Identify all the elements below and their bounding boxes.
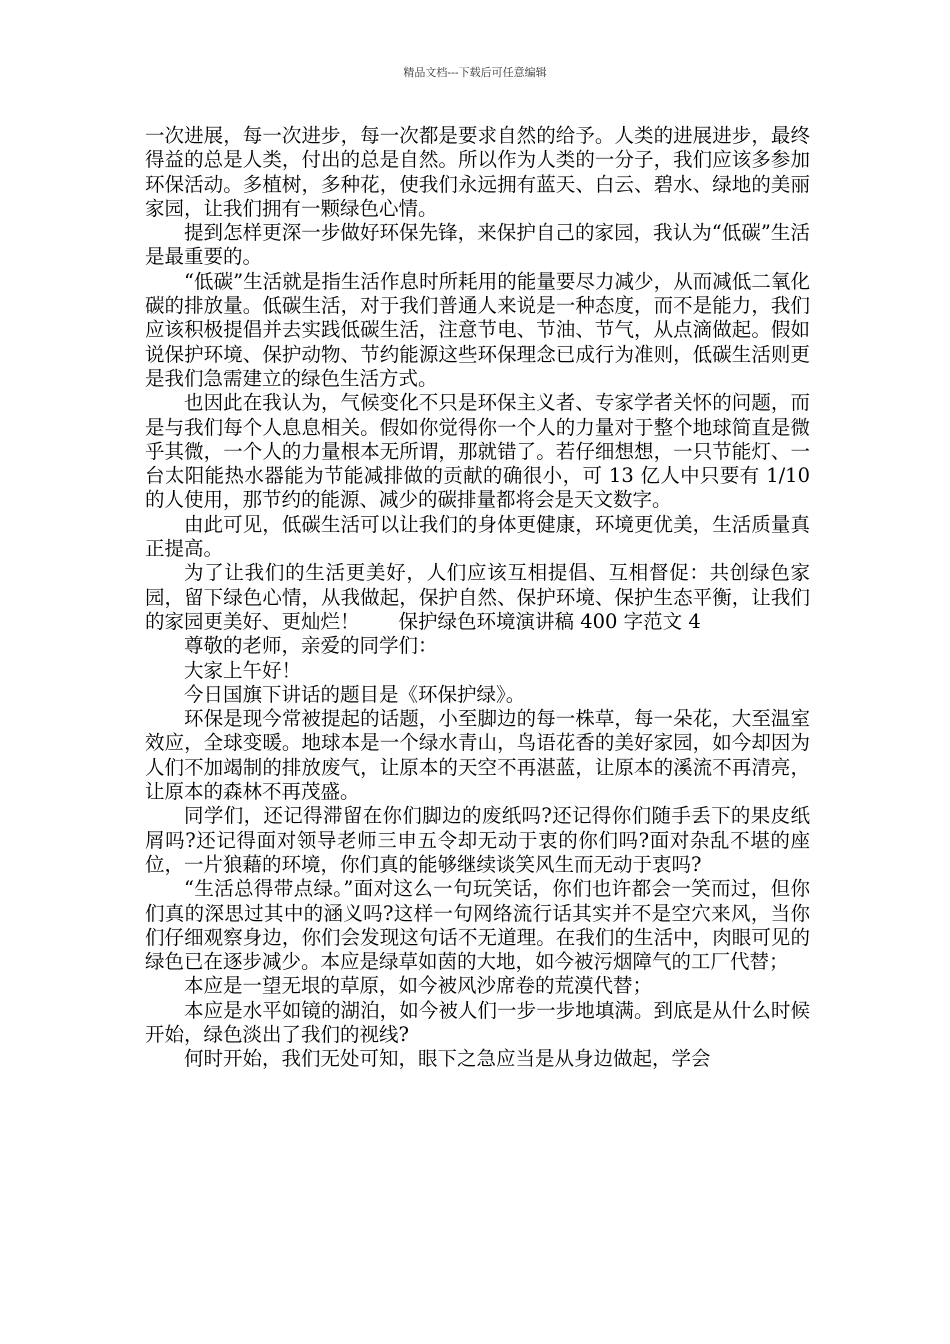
paragraph: “低碳”生活就是指生活作息时所耗用的能量要尽力减少，从而减低二氧化碳的排放量。低碳生活，对于我们普通人来说是一种态度，而不是能力，我们应该积极提倡并去实践低碳生活，注意节电、节油、节气，从点滴做起。假如说保护环境、保护动物、节约能源这些环保理念已成行为准则，低碳生活则更是我们急需建立的绿色生活方式。 <box>145 269 810 390</box>
paragraph: 由此可见，低碳生活可以让我们的身体更健康，环境更优美，生活质量真正提高。 <box>145 512 810 561</box>
paragraph: 为了让我们的生活更美好，人们应该互相提倡、互相督促：共创绿色家园，留下绿色心情，从我做起，保护自然、保护环境、保护生态平衡，让我们的家园更美好、更灿烂！ 保护绿色环境演讲稿 400 字范文 4 <box>145 561 810 633</box>
speech-topic: 今日国旗下讲话的题目是《环保护绿》。 <box>184 682 526 706</box>
paragraph: 同学们，还记得滞留在你们脚边的废纸吗?还记得你们随手丢下的果皮纸屑吗?还记得面对领导老师三申五令却无动于衷的你们吗?面对杂乱不堪的座位，一片狼藉的环境，你们真的能够继续谈笑风生而无动于衷吗? <box>145 804 810 876</box>
paragraph: 环保是现今常被提起的话题，小至脚边的每一株草，每一朵花，大至温室效应，全球变暖。地球本是一个绿水青山，鸟语花香的美好家园，如今却因为人们不加竭制的排放废气，让原本的天空不再湛蓝，让原本的溪流不再清亮，让原本的森林不再茂盛。 <box>145 707 810 804</box>
paragraph: 一次进展，每一次进步，每一次都是要求自然的给予。人类的进展进步，最终得益的总是人类，付出的总是自然。所以作为人类的一分子，我们应该多参加环保活动。多植树，多种花，使我们永远拥有蓝天、白云、碧水、绿地的美丽家园，让我们拥有一颗绿色心情。 <box>145 124 810 220</box>
paragraph: 也因此在我认为，气候变化不只是环保主义者、专家学者关怀的问题，而是与我们每个人息息相关。假如你觉得你一个人的力量对于整个地球简直是微乎其微，一个人的力量根本无所谓，那就错了。若仔细想想，一只节能灯、一台太阳能热水器能为节能减排做的贡献的确很小，可 13 亿人中只要有 1/10 的人使用，那节约的能源、减少的碳排量都将会是天文数字。 <box>145 391 810 512</box>
paragraph: “生活总得带点绿。”面对这么一句玩笑话，你们也许都会一笑而过，但你们真的深思过其中的涵义吗?这样一句网络流行话其实并不是空穴来风，当你们仔细观察身边，你们会发现这句话不无道理。在我们的生活中，肉眼可见的绿色已在逐步减少。本应是绿草如茵的大地，如今被污烟障气的工厂代替； <box>145 877 810 974</box>
paragraph: 本应是一望无垠的草原，如今被风沙席卷的荒漠代替； <box>184 974 653 998</box>
paragraph: 何时开始，我们无处可知，眼下之急应当是从身边做起，学会 <box>184 1047 711 1071</box>
page-header: 精品文档---下载后可任意编辑 <box>403 66 547 79</box>
paragraph: 本应是水平如镜的湖泊，如今被人们一步一步地填满。到底是从什么时候开始，绿色淡出了我们的视线? <box>145 998 810 1046</box>
paragraph: 提到怎样更深一步做好环保先锋，来保护自己的家园，我认为“低碳”生活是最重要的。 <box>145 221 810 269</box>
document-body <box>145 124 810 1072</box>
greeting: 大家上午好！ <box>184 658 302 682</box>
salutation: 尊敬的老师，亲爱的同学们： <box>184 634 438 658</box>
